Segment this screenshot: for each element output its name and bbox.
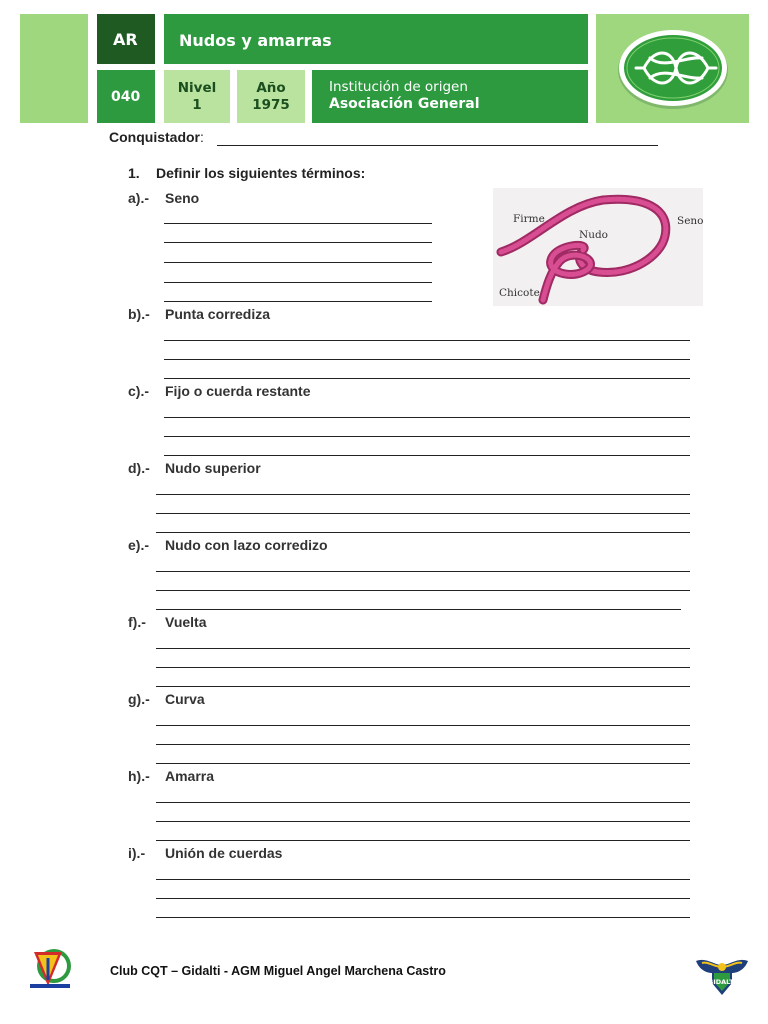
answer-line[interactable] (164, 359, 690, 360)
answer-line[interactable] (156, 763, 690, 764)
term-letter: a).- (128, 190, 149, 206)
answer-line[interactable] (164, 262, 432, 263)
term-label: Nudo superior (165, 460, 261, 476)
ano-box (237, 70, 305, 123)
term-label: Punta corrediza (165, 306, 271, 322)
specialty-title: Nudos y amarras (179, 31, 332, 50)
specialty-code-box (97, 14, 155, 64)
specialty-number-box (97, 70, 155, 123)
answer-line[interactable] (156, 686, 690, 687)
term-letter: h).- (128, 768, 150, 784)
term-label: Seno (165, 190, 200, 206)
answer-line[interactable] (156, 725, 690, 726)
answer-line[interactable] (156, 571, 690, 572)
answer-line[interactable] (156, 590, 690, 591)
specialty-number: 040 (111, 89, 141, 105)
term-letter: f).- (128, 614, 146, 630)
answer-line[interactable] (164, 436, 690, 437)
nivel-value: 1 (192, 96, 202, 113)
answer-line[interactable] (164, 223, 432, 224)
answer-line[interactable] (156, 532, 690, 533)
footer-text: Club CQT – Gidalti - AGM Miguel Angel Marchena Castro (110, 964, 446, 978)
answer-line[interactable] (156, 609, 681, 610)
conquistador-name-line[interactable] (217, 145, 658, 146)
answer-line[interactable] (164, 301, 432, 302)
term-letter: d).- (128, 460, 150, 476)
answer-line[interactable] (164, 340, 690, 341)
specialty-title-box (164, 14, 588, 64)
knot-badge-icon (616, 26, 730, 110)
answer-line[interactable] (156, 821, 690, 822)
nivel-label: Nivel (177, 79, 217, 96)
institution-value: Asociación General (329, 96, 480, 112)
nivel-box (164, 70, 230, 123)
answer-line[interactable] (156, 802, 690, 803)
answer-line[interactable] (164, 417, 690, 418)
answer-line[interactable] (156, 648, 690, 649)
term-letter: e).- (128, 537, 149, 553)
ano-label: Año (256, 79, 286, 96)
label-seno: Seno (677, 215, 703, 227)
answer-line[interactable] (164, 378, 690, 379)
answer-line[interactable] (156, 744, 690, 745)
pathfinder-logo-icon (26, 944, 74, 992)
label-firme: Firme (513, 213, 545, 225)
answer-line[interactable] (164, 455, 690, 456)
answer-line[interactable] (156, 667, 690, 668)
term-label: Vuelta (165, 614, 207, 630)
term-letter: i).- (128, 845, 146, 861)
institution-box (312, 70, 588, 123)
answer-line[interactable] (164, 242, 432, 243)
gidalti-logo-text: GIDALTI (707, 978, 737, 986)
answer-line[interactable] (156, 513, 690, 514)
question-text: Definir los siguientes términos: (156, 165, 366, 181)
answer-line[interactable] (156, 898, 690, 899)
term-letter: b).- (128, 306, 150, 322)
term-label: Amarra (165, 768, 215, 784)
term-label: Fijo o cuerda restante (165, 383, 311, 399)
answer-line[interactable] (156, 917, 690, 918)
header-left-strip (20, 14, 88, 123)
term-label: Unión de cuerdas (165, 845, 283, 861)
label-chicote: Chicote (499, 287, 540, 299)
term-letter: g).- (128, 691, 150, 707)
answer-line[interactable] (156, 879, 690, 880)
institution-label: Institución de origen (329, 79, 468, 95)
term-letter: c).- (128, 383, 149, 399)
answer-line[interactable] (156, 494, 690, 495)
conquistador-label: Conquistador: (109, 129, 204, 145)
badge-box (596, 14, 749, 123)
term-label: Curva (165, 691, 205, 707)
knot-diagram (493, 188, 703, 306)
specialty-code: AR (113, 30, 138, 49)
gidalti-club-logo-icon (694, 951, 750, 997)
term-label: Nudo con lazo corredizo (165, 537, 328, 553)
answer-line[interactable] (156, 840, 690, 841)
ano-value: 1975 (252, 96, 290, 113)
answer-line[interactable] (164, 282, 432, 283)
question-number: 1. (128, 165, 140, 181)
label-nudo: Nudo (579, 229, 608, 241)
